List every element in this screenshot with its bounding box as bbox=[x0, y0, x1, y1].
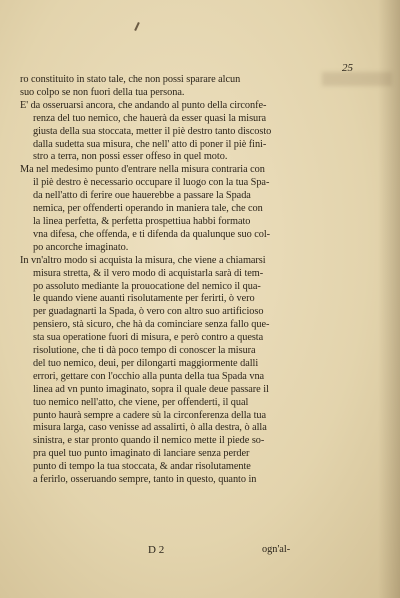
text-line: sinistra, e star pronto quando il nemico mette il piede so- bbox=[33, 435, 265, 447]
text-line: a ferirlo, osseruando sempre, tanto in questo, quanto in bbox=[33, 474, 257, 486]
text-line: risolutione, che ti dà poco tempo di conoscer la misura bbox=[33, 345, 256, 357]
body-text bbox=[20, 74, 340, 487]
text-line: po ancorche imaginato. bbox=[33, 241, 129, 253]
text-line: ro constituito in stato tale, che non possi sparare alcun bbox=[20, 74, 241, 85]
page-edge-shadow bbox=[378, 0, 400, 598]
text-line: po assoluto mediante la prouocatione del nemico il qua- bbox=[33, 280, 261, 292]
text-line: giusta della sua stoccata, metter il piè destro tanto discosto bbox=[33, 125, 272, 137]
text-line: misura stretta, & il vero modo di acquistarla sarà di tem- bbox=[33, 267, 264, 279]
text-line: linea ad vn punto imaginato, sopra il quale deue passare il bbox=[33, 383, 269, 395]
text-line: pensiero, stà sicuro, che hà da cominciare senza fallo que- bbox=[33, 319, 270, 331]
text-line: pra quel tuo punto imaginato di lanciare senza perder bbox=[33, 448, 250, 460]
text-line: errori, gettare con l'occhio alla punta della tua Spada vna bbox=[33, 370, 265, 382]
text-line: la linea perfetta, & perfetta prospettiua habbi formato bbox=[33, 215, 251, 227]
text-line: E' da osseruarsi ancora, che andando al punto della circonfe- bbox=[20, 99, 267, 111]
text-line: dalla sudetta sua misura, che nell' atto di poner il piè fini- bbox=[33, 138, 267, 150]
text-line: renza del tuo nemico, che hauerà da esser quasi la misura bbox=[33, 112, 267, 124]
text-line: punto di tempo la tua stoccata, & andar risolutamente bbox=[33, 461, 251, 473]
text-line: del tuo nemico, deui, per dilongarti maggiormente dalli bbox=[33, 357, 259, 369]
text-line: tuo nemico nell'atto, che viene, per offenderti, il qual bbox=[33, 396, 249, 408]
text-line: vna difesa, che offenda, e ti difenda da qualunque suo col- bbox=[33, 228, 271, 240]
text-line: suo colpo se non fuori della tua persona. bbox=[20, 86, 185, 98]
text-line: le quando viene auanti risolutamente per ferirti, ò vero bbox=[33, 293, 255, 305]
text-line: il piè destro è necessario occupare il luogo con la tua Spa- bbox=[33, 177, 270, 189]
text-line: In vn'altro modo si acquista la misura, che viene a chiamarsi bbox=[20, 254, 266, 266]
page-number: 25 bbox=[342, 62, 353, 74]
text-line: punto haurà sempre a cadere sù la circonferenza della tua bbox=[33, 409, 266, 421]
text-line: stro a terra, non possi esser offeso in quel moto. bbox=[33, 151, 228, 163]
text-line: per guadagnarti la Spada, ò vero con altro suo artificioso bbox=[33, 306, 264, 318]
text-line: da nell'atto di ferire oue hauerebbe a passare la Spada bbox=[33, 190, 251, 202]
catchword: ogn'al- bbox=[262, 544, 291, 555]
text-line: Ma nel medesimo punto d'entrare nella misura contraria con bbox=[20, 164, 265, 176]
signature-mark: D 2 bbox=[148, 544, 165, 556]
ink-mark bbox=[134, 22, 140, 31]
text-line: sta sua operatione fuori di misura, e però contro a questa bbox=[33, 332, 264, 344]
text-line: nemica, per offenderti operando in maniera tale, che con bbox=[33, 203, 263, 215]
text-line: misura larga, caso venisse ad assalirti, ò alla destra, ò alla bbox=[33, 422, 267, 434]
